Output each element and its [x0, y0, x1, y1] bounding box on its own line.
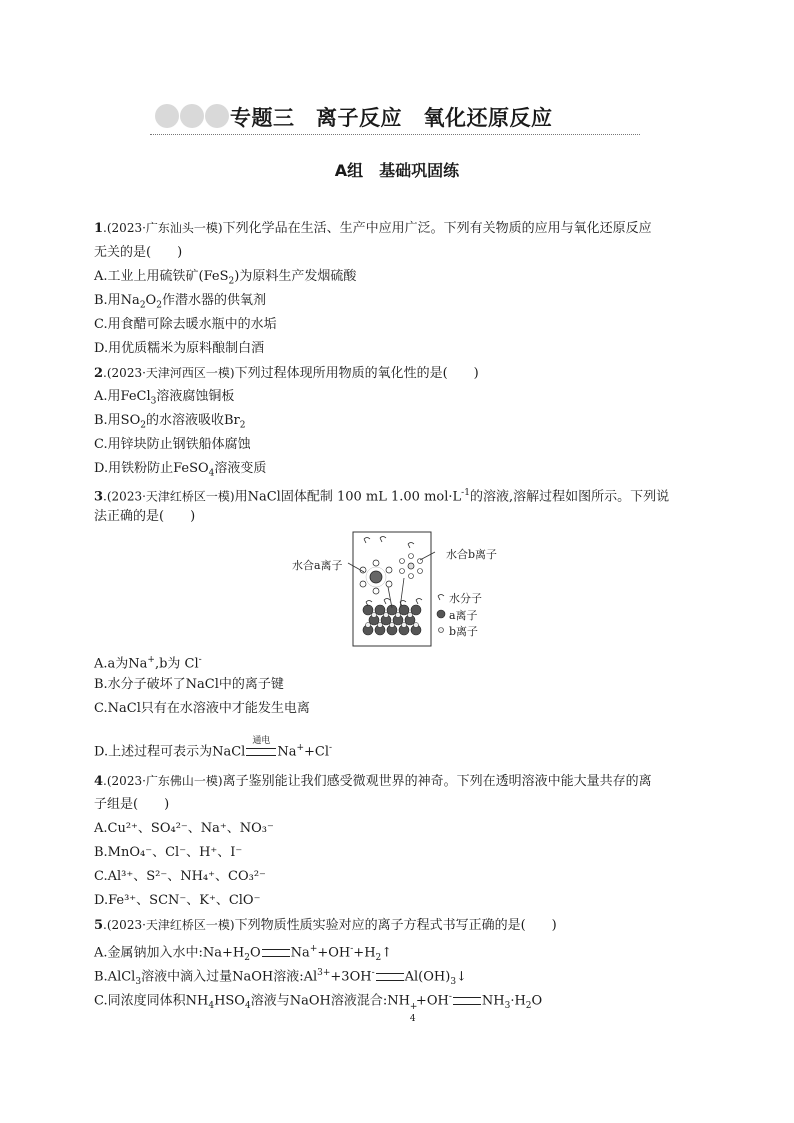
q2-option-d: D.用铁粉防止FeSO$_4$溶液变质 [94, 461, 267, 479]
q5-option-b: B.AlCl$_3$溶液中滴入过量NaOH溶液$:Al^{3+}+3OH^-$ $Al(OH)_3↓$ [94, 968, 467, 987]
q4-option-b: B.MnO₄⁻、Cl⁻、H⁺、I⁻ [94, 845, 243, 860]
q1-option-c: C.用食醋可除去暖水瓶中的水垢 [94, 317, 277, 332]
reaction-condition-arrow: 通电 [246, 748, 276, 756]
crystal-lattice [363, 605, 421, 635]
title-bar [150, 98, 640, 135]
q4-stem-line1: 4.(2023·广东佛山一模)离子鉴别能让我们感受微观世界的神奇。下列在透明溶液中能大量共存的离 [94, 774, 652, 789]
q3-option-b: B.水分子破坏了NaCl中的离子键 [94, 677, 284, 692]
q2-option-a: A.用FeCl$_3$溶液腐蚀铜板 [94, 389, 235, 407]
a-ion-legend-icon [437, 610, 445, 618]
equals-sign [376, 973, 404, 981]
nacl-dissolution-figure [292, 530, 502, 650]
q3-stem-line1: 3.(2023·天津红桥区一模)用NaCl固体配制 100 mL 1.00 $mol\cdot L^{-1}$的溶液,溶解过程如图所示。下列说 [94, 488, 670, 505]
decorative-circles-icon [155, 104, 233, 128]
q1-option-a: A.工业上用硫铁矿(FeS$_2$)为原料生产发烟硫酸 [94, 269, 357, 287]
q4-option-c: C.Al³⁺、S²⁻、NH₄⁺、CO₃²⁻ [94, 869, 266, 884]
q1-option-d: D.用优质糯米为原料酿制白酒 [94, 341, 265, 356]
q3-stem-line2: 法正确的是( ) [94, 509, 196, 524]
q3-option-c: C.NaCl只有在水溶液中才能发生电离 [94, 701, 310, 716]
q2-option-c: C.用锌块防止钢铁船体腐蚀 [94, 437, 251, 452]
q1-option-b: B.用$Na_2O_2$作潜水器的供氧剂 [94, 293, 266, 311]
q3-option-d: D.上述过程可表示为NaCl 通电 Na++Cl- [94, 735, 333, 760]
equals-sign [262, 949, 290, 957]
water-molecules [364, 537, 422, 607]
label-hydrated-b-ion: 水合b离子 [446, 548, 498, 561]
q5-option-c: C.同浓度同体积$NH_4HSO_4$溶液与NaOH溶液混合:NH + 4 +OH- $NH_3\cdot H_2O$ [94, 992, 543, 1025]
hydrated-b-ion [400, 554, 423, 579]
q5-option-a: A.金属钠加入水中$:Na+H_2O$ $Na^++OH^-+H_2↑$ [94, 944, 393, 963]
legend-a-ion: a离子 [449, 609, 478, 622]
equals-sign [453, 997, 481, 1005]
q5-stem: 5.(2023·天津红桥区一模)下列物质性质实验对应的离子方程式书写正确的是( ) [94, 918, 557, 933]
q4-option-d: D.Fe³⁺、SCN⁻、K⁺、ClO⁻ [94, 893, 261, 908]
q2-option-b: B.用$SO_2$的水溶液吸收$Br_2$ [94, 413, 246, 431]
q4-option-a: A.Cu²⁺、SO₄²⁻、Na⁺、NO₃⁻ [94, 821, 274, 836]
b-ion-legend-icon [439, 628, 444, 633]
page-title: 专题三 离子反应 氧化还原反应 [230, 106, 553, 130]
section-subtitle: A组 基础巩固练 [334, 161, 460, 180]
legend-water: 水分子 [449, 592, 482, 605]
q1-stem-line2: 无关的是( ) [94, 245, 183, 260]
q2-stem: 2.(2023·天津河西区一模)下列过程体现所用物质的氧化性的是( ) [94, 366, 479, 381]
legend-b-ion: b离子 [449, 625, 479, 638]
q1-stem-line1: 1.(2023·广东汕头一模)下列化学品在生活、生产中应用广泛。下列有关物质的应用与氧化还原反应 [94, 221, 652, 236]
hydrated-a-ion [360, 560, 392, 594]
water-legend-icon [438, 595, 444, 601]
q4-stem-line2: 子组是( ) [94, 797, 170, 812]
q3-option-a: A.a为Na+,b为 Cl- [94, 655, 202, 672]
label-hydrated-a-ion: 水合a离子 [292, 559, 343, 572]
